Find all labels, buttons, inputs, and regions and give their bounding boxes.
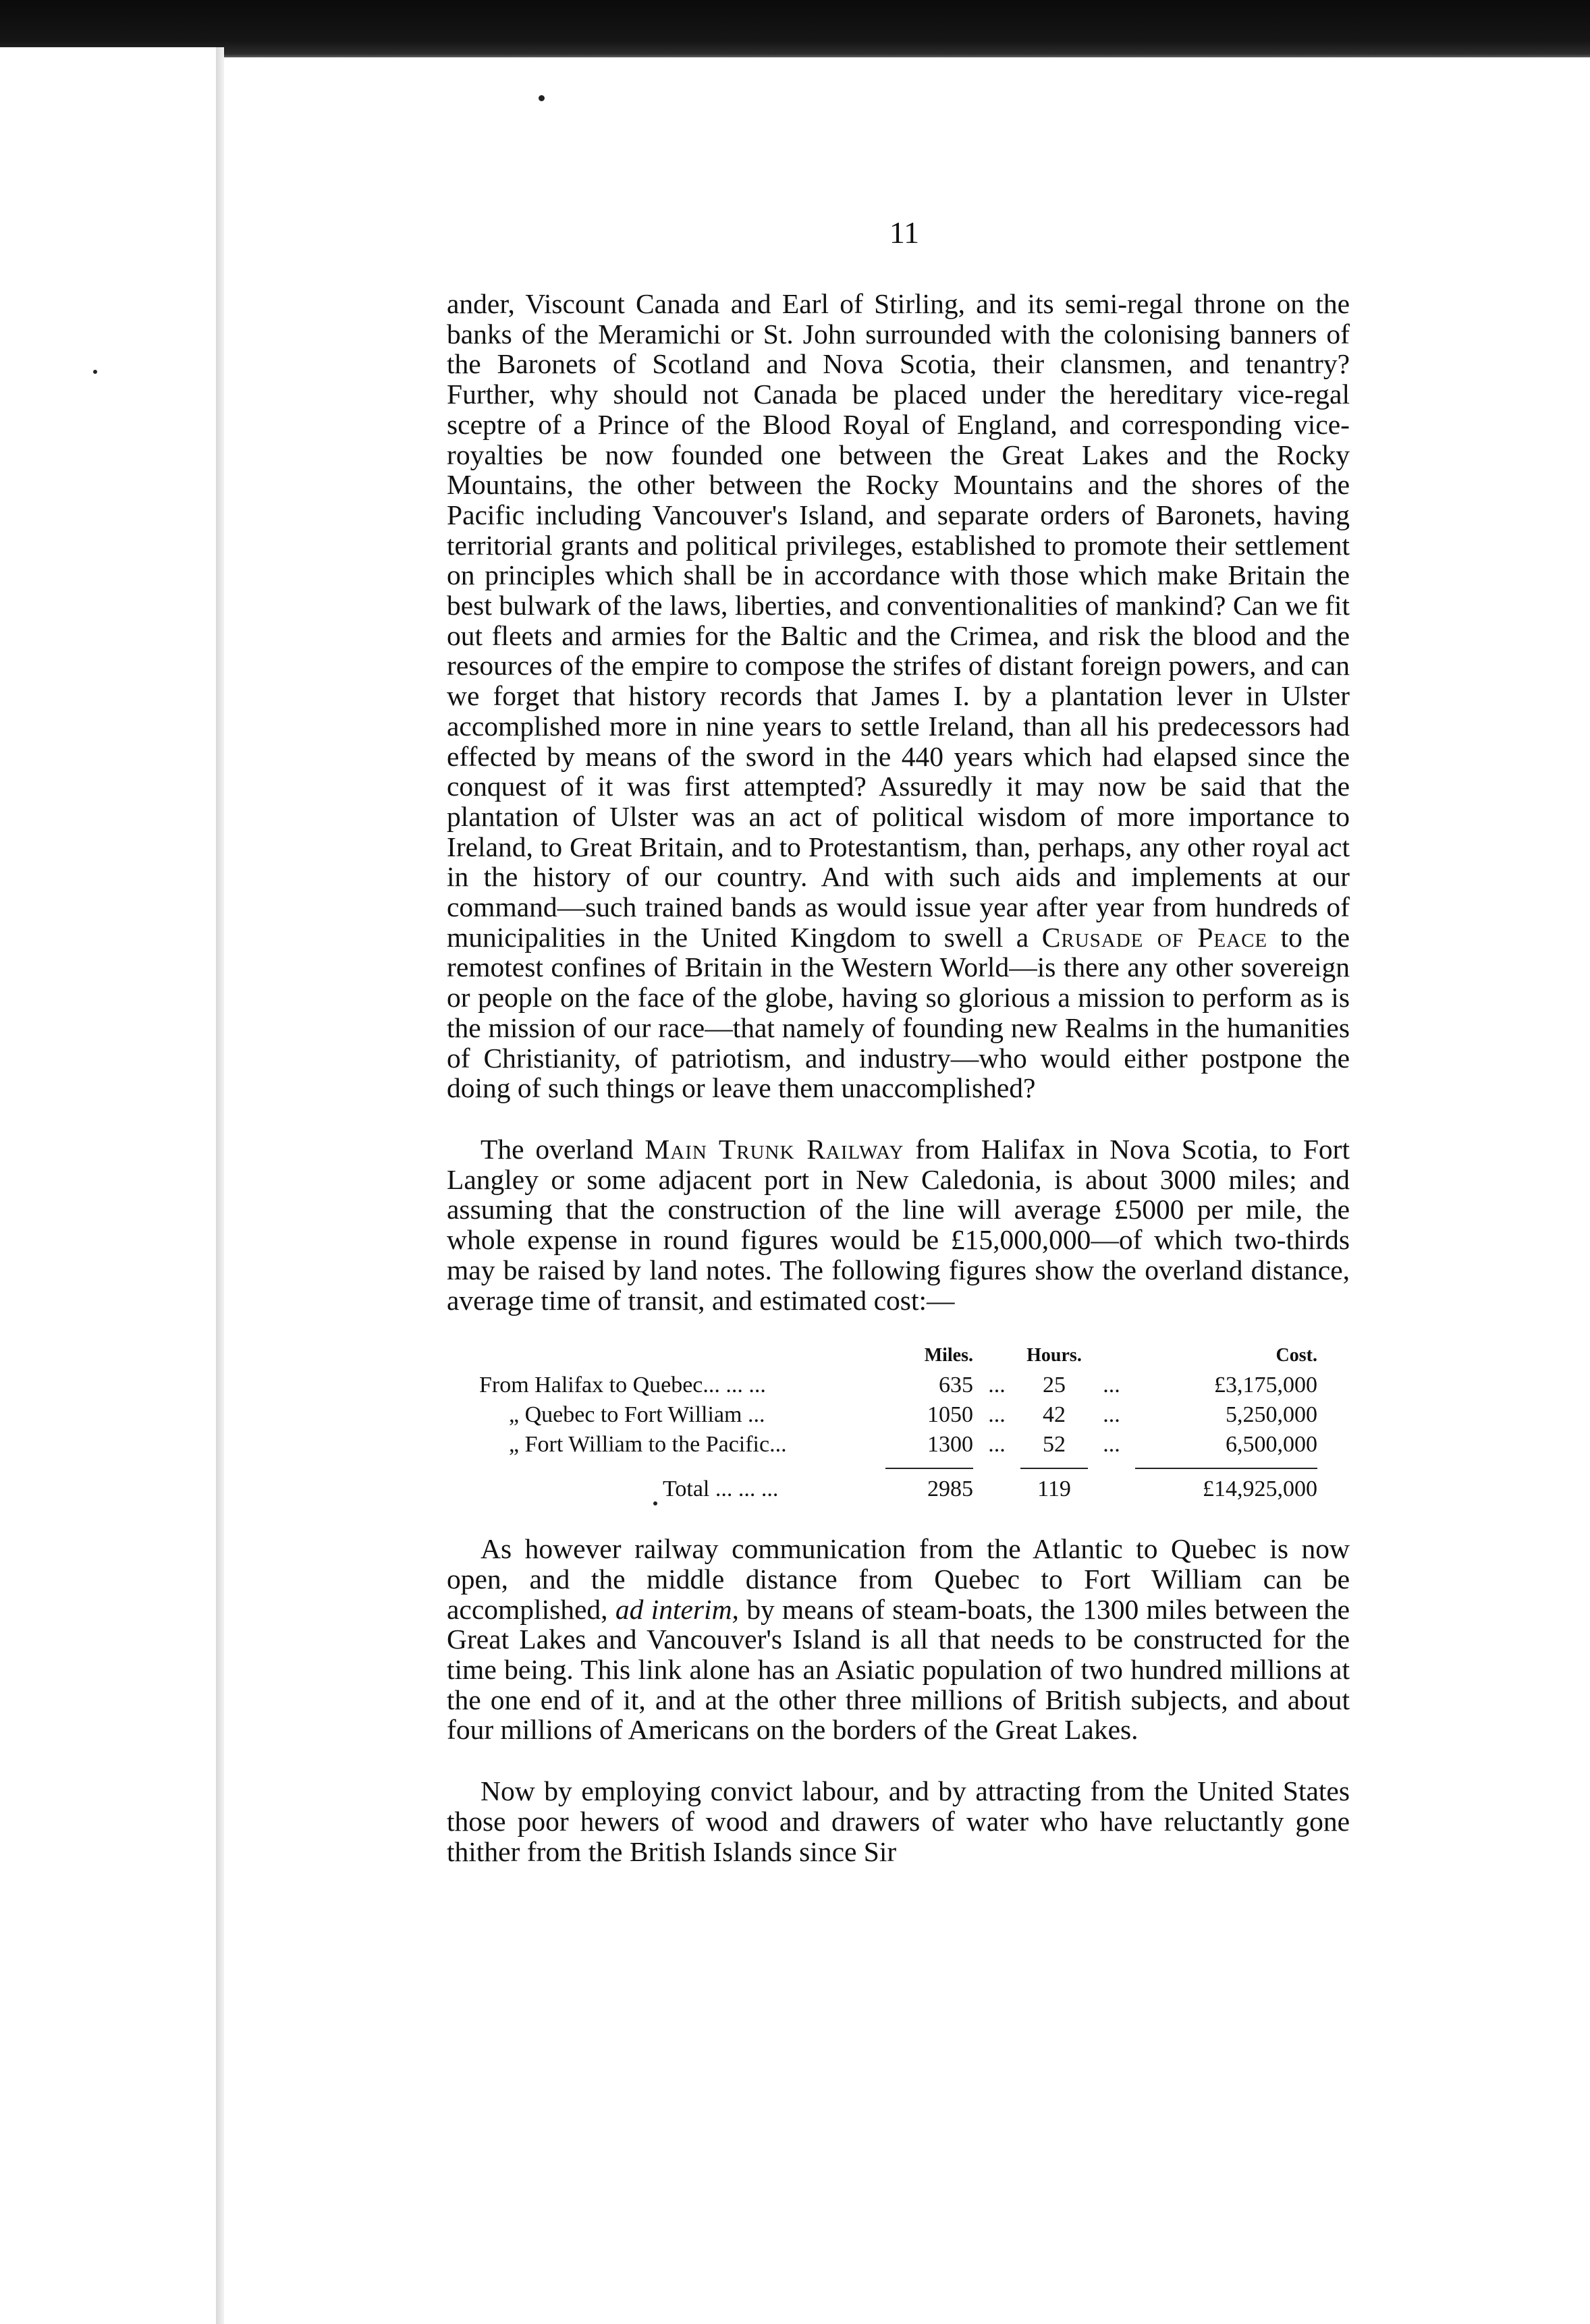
paragraph-3-rest: by means of steam-boats, the 1300 miles between the Great Lakes and Vancouver's Island is all that needs to be constructed for the time being. This link alone has an Asiatic population of two hundred millions at the one end of it, and at the other three millions of British subjects, and about four millions of Americans on the borders of the Great Lakes. [447, 1593, 1350, 1746]
paragraph-3-start: As however railway communication from the Atlantic to Quebec is now open, and the middle distance from Quebec to Fort William can be accomplished, [447, 1533, 1350, 1625]
left-page-margin [0, 47, 219, 2324]
total-label: Total ... ... ... [663, 1476, 779, 1502]
total-hours: 119 [1037, 1476, 1071, 1502]
route-cell: From Halifax to Quebec... ... ... [479, 1373, 766, 1398]
ad-interim-italic: ad interim, [615, 1593, 739, 1625]
cost-cell: 6,500,000 [1226, 1432, 1317, 1458]
hours-cell: 25 [1043, 1373, 1066, 1398]
separator-dots: ... [988, 1402, 1006, 1428]
text-column [447, 289, 1350, 1866]
paragraph-2-start: The overland [481, 1133, 634, 1165]
table-row [447, 1371, 1350, 1400]
separator-dots: ... [1103, 1373, 1120, 1398]
paragraph-1 [447, 289, 1350, 1103]
page-number: 11 [889, 215, 920, 250]
header-cost: Cost. [1276, 1345, 1317, 1366]
ink-speck [539, 95, 545, 101]
separator-dots: ... [988, 1432, 1006, 1458]
cost-cell: 5,250,000 [1226, 1402, 1317, 1428]
hours-cell: 52 [1043, 1432, 1066, 1458]
cost-rule [1135, 1468, 1317, 1474]
header-hours: Hours. [1026, 1345, 1082, 1366]
paragraph-1-text: ander, Viscount Canada and Earl of Stirling, and its semi-regal throne on the banks of the Meramichi or St. John surrounded with the colonising banners of the Baronets of Scotland and Nova Scotia, their clansmen, and tenantry? Further, why should not Canada be placed under the hereditary vice-regal sceptre of a Prince of the Blood Royal of England, and corresponding vice-royalties be now founded one between the Great Lakes and the Rocky Mountains, the other between the Rocky Mountains and the shores of the Pacific including Vancouver's Island, and separate orders of Baronets, having territorial grants and political privileges, established to promote their settlement on principles which shall be in accordance with those which make Britain the best bulwark of the laws, liberties, and conventionalities of mankind? Can we fit out fleets and armies for the Baltic and the Crimea, and risk the blood and the resources of the empire to compose the strifes of distant foreign powers, and can we forget that history records that James I. by a plantation lever in Ulster accomplished more in nine years to settle Ireland, than all his predecessors had effected by means of the sword in the 440 years which had elapsed since the conquest of it was first attempted? Assuredly it may now be said that the plantation of Ulster was an act of political wisdom of more importance to Ireland, to Great Britain, and to Protestantism, than, perhaps, any other royal act in the history of our country. And with such aids and implements at our command—such trained bands as would issue year after year from hundreds of municipalities in the United Kingdom to swell a [447, 288, 1350, 953]
total-miles: 2985 [927, 1476, 973, 1502]
page-fold [216, 47, 224, 2324]
separator-dots: ... [1103, 1402, 1120, 1428]
paragraph-1-continued: to the remotest confines of Britain in the Western World—is there any other sovereign or people on the face of the globe, having so glorious a mission to perform as is the mission of our race—that namely of founding new Realms in the humanities of Christianity, of patriotism, and industry—who would either postpone the doing of such things or leave them unaccomplished? [447, 921, 1350, 1104]
miles-cell: 1050 [927, 1402, 973, 1428]
crusade-of-peace-term: Crusade of Peace [1041, 921, 1268, 953]
miles-rule [885, 1468, 973, 1474]
separator-dots: ... [988, 1373, 1006, 1398]
total-cost: £14,925,000 [1203, 1476, 1317, 1502]
miles-cell: 1300 [927, 1432, 973, 1458]
ink-speck [93, 370, 97, 374]
paragraph-2 [447, 1134, 1350, 1315]
paragraph-2-rest: from Halifax in Nova Scotia, to Fort Langley or some adjacent port in New Caledonia, is about 3000 miles; and assuming that the construction of the line will average £5000 per mile, the whole expense in round figures would be £15,000,000—of which two-thirds may be raised by land notes. The following figures show the overland distance, average time of transit, and estimated cost:— [447, 1133, 1350, 1316]
table-total-row [447, 1474, 1350, 1504]
table-row [447, 1430, 1350, 1460]
paragraph-3 [447, 1534, 1350, 1745]
table-header-row [447, 1341, 1350, 1371]
cost-cell: £3,175,000 [1214, 1373, 1317, 1398]
distance-cost-table [447, 1341, 1350, 1504]
hours-rule [1020, 1468, 1088, 1474]
total-rules [447, 1460, 1350, 1474]
separator-dots: ... [1103, 1432, 1120, 1458]
paragraph-4: Now by employing convict labour, and by attracting from the United States those poor hewers of wood and drawers of water who have reluctantly gone thither from the British Islands since Sir [447, 1775, 1350, 1867]
route-cell: „ Quebec to Fort William ... [509, 1402, 765, 1428]
hours-cell: 42 [1043, 1402, 1066, 1428]
header-miles: Miles. [924, 1345, 973, 1366]
miles-cell: 635 [939, 1373, 973, 1398]
main-trunk-railway-term: Main Trunk Railway [645, 1133, 904, 1165]
table-row [447, 1400, 1350, 1430]
route-cell: „ Fort William to the Pacific... [509, 1432, 787, 1458]
